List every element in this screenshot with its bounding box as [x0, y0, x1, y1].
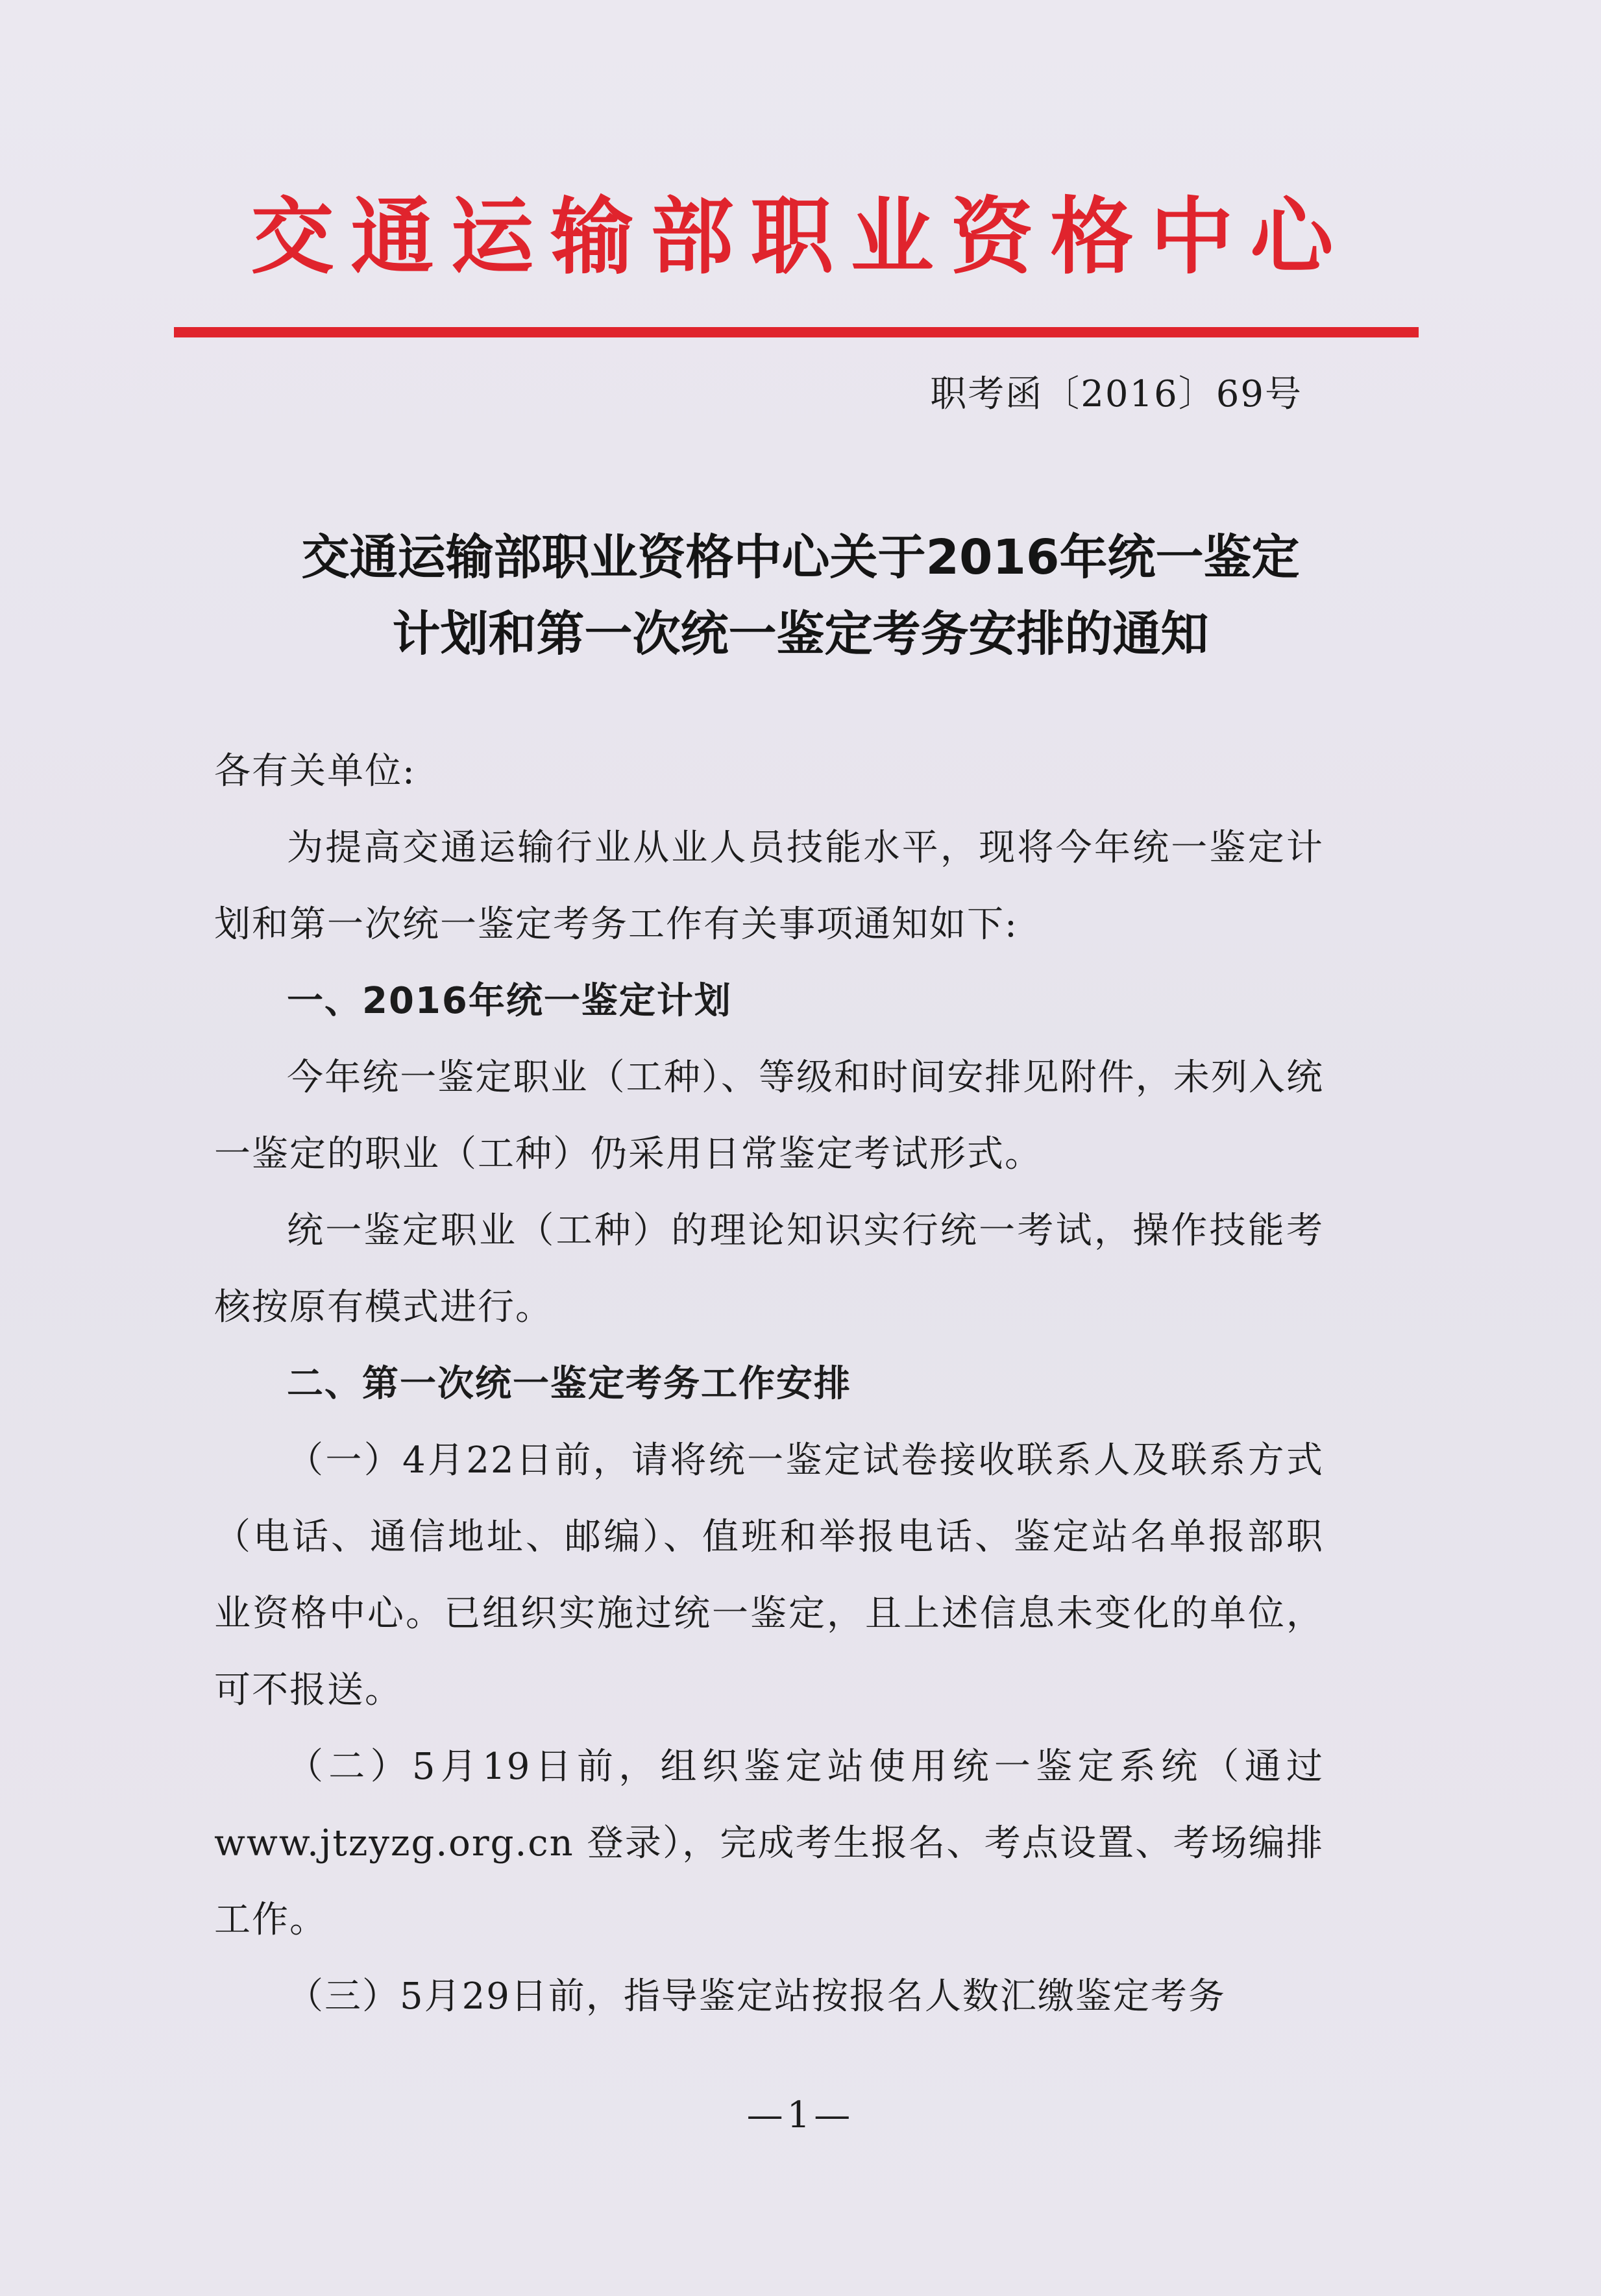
section-1-paragraph-1: 今年统一鉴定职业（工种）、等级和时间安排见附件，未列入统一鉴定的职业（工种）仍采用日常鉴定考试形式。 — [214, 1056, 1324, 1175]
header-red-rule — [174, 327, 1419, 337]
notice-title — [0, 519, 1601, 672]
intro-paragraph: 为提高交通运输行业从业人员技能水平，现将今年统一鉴定计划和第一次统一鉴定考务工作有关事项通知如下: — [214, 827, 1324, 946]
notice-title-line-1: 交通运输部职业资格中心关于2016年统一鉴定 — [301, 530, 1300, 585]
page-number: —1— — [746, 2094, 855, 2136]
section-2-heading: 二、第一次统一鉴定考务工作安排 — [287, 1363, 851, 1405]
section-1-paragraph-2: 统一鉴定职业（工种）的理论知识实行统一考试，操作技能考核按原有模式进行。 — [214, 1210, 1324, 1328]
notice-body — [214, 733, 1324, 2035]
section-2-item-2: （二）5月19日前，组织鉴定站使用统一鉴定系统（通过 www.jtzyzg.org.cn 登录），完成考生报名、考点设置、考场编排工作。 — [214, 1746, 1324, 1941]
header-org-name: 交通运输部职业资格中心 — [251, 188, 1350, 286]
salutation: 各有关单位: — [214, 750, 416, 792]
section-2-item-3: （三）5月29日前，指导鉴定站按报名人数汇缴鉴定考务 — [287, 1975, 1226, 2018]
notice-title-line-2: 计划和第一次统一鉴定考务安排的通知 — [392, 606, 1209, 662]
section-1-heading: 一、2016年统一鉴定计划 — [287, 980, 732, 1022]
document-number: 职考函〔2016〕69号 — [930, 373, 1302, 415]
section-2-item-1: （一）4月22日前，请将统一鉴定试卷接收联系人及联系方式（电话、通信地址、邮编）、值班和举报电话、鉴定站名单报部职业资格中心。已组织实施过统一鉴定，且上述信息未变化的单位，可不报送。 — [214, 1439, 1324, 1711]
